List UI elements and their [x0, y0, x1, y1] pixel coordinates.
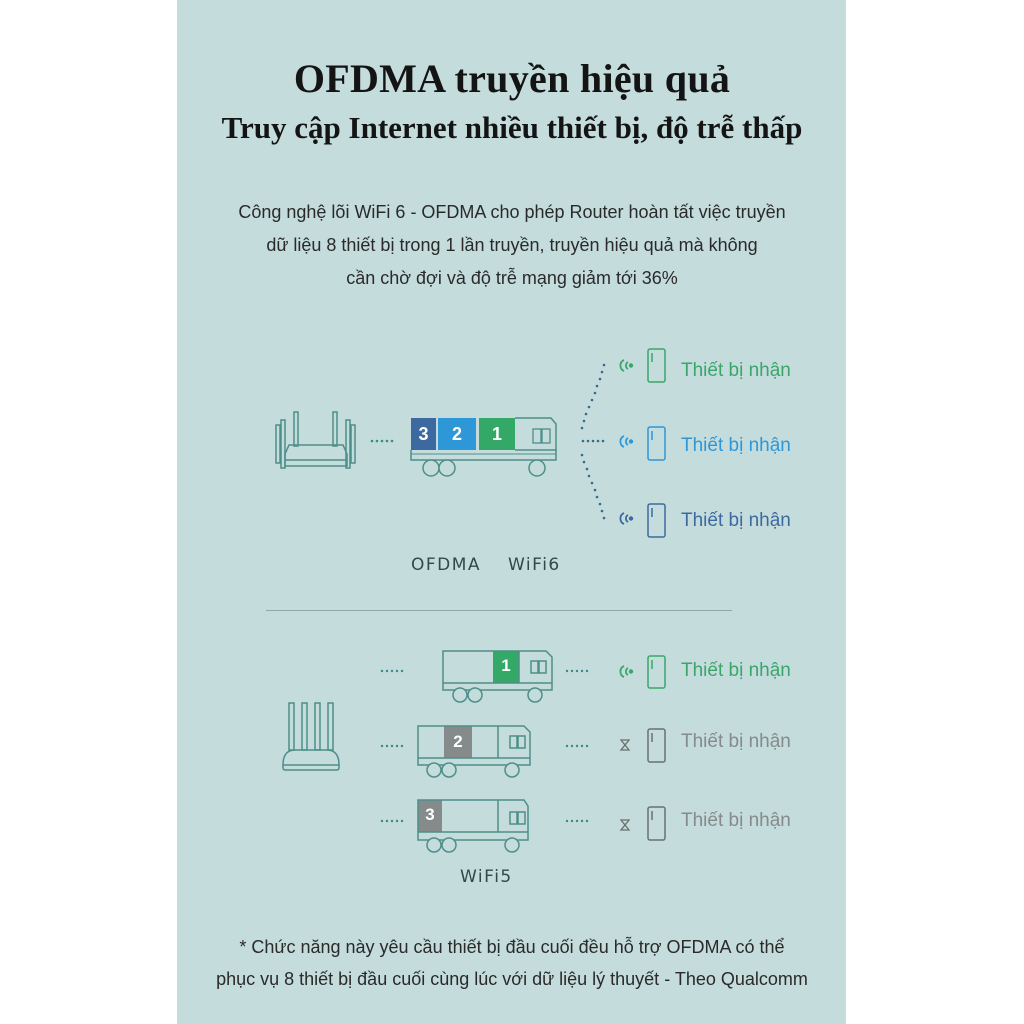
packet-label-1: 1 [491, 424, 502, 444]
description-line: cần chờ đợi và độ trễ mạng giảm tới 36% [346, 268, 678, 288]
hourglass-icon [621, 820, 629, 830]
truck-label-1: 1 [501, 656, 511, 675]
receiver-label: Thiết bị nhận [681, 360, 791, 381]
dotted-link [566, 670, 588, 822]
receiver-label: Thiết bị nhận [681, 660, 791, 681]
description-line: Công nghệ lõi WiFi 6 - OFDMA cho phép Router hoàn tất việc truyền [238, 202, 786, 222]
router-wifi5-icon [283, 703, 339, 770]
receiver-label: Thiết bị nhận [681, 810, 791, 831]
caption-wifi5: WiFi5 [460, 867, 513, 887]
footnote-line: * Chức năng này yêu cầu thiết bị đầu cuối đều hỗ trợ OFDMA có thể [239, 937, 785, 957]
packet-label-3: 3 [418, 424, 429, 444]
truck-label-2: 2 [453, 732, 463, 751]
wifi-signal-icon [620, 666, 632, 677]
footnote [0, 931, 1024, 995]
description-line: dữ liệu 8 thiết bị trong 1 lần truyền, truyền hiệu quả mà không [266, 235, 758, 255]
packet-label-2: 2 [451, 424, 462, 444]
truck-label-3: 3 [425, 805, 435, 824]
receiver-label: Thiết bị nhận [681, 731, 791, 752]
phone-icon [648, 729, 665, 762]
caption-ofdma: OFDMA [411, 555, 482, 575]
receiver-label: Thiết bị nhận [681, 435, 791, 456]
footnote-line: phục vụ 8 thiết bị đầu cuối cùng lúc với dữ liệu lý thuyết - Theo Qualcomm [216, 969, 808, 989]
hourglass-icon [621, 740, 629, 750]
page-subtitle: Truy cập Internet nhiều thiết bị, độ trễ thấp [221, 110, 803, 145]
phone-icon [648, 807, 665, 840]
caption-wifi6: WiFi6 [508, 555, 561, 575]
phone-icon [648, 656, 665, 688]
truck-icon [418, 726, 530, 777]
page-title: OFDMA truyền hiệu quả [293, 56, 731, 101]
receiver-label: Thiết bị nhận [681, 510, 791, 531]
dotted-link [381, 670, 403, 822]
